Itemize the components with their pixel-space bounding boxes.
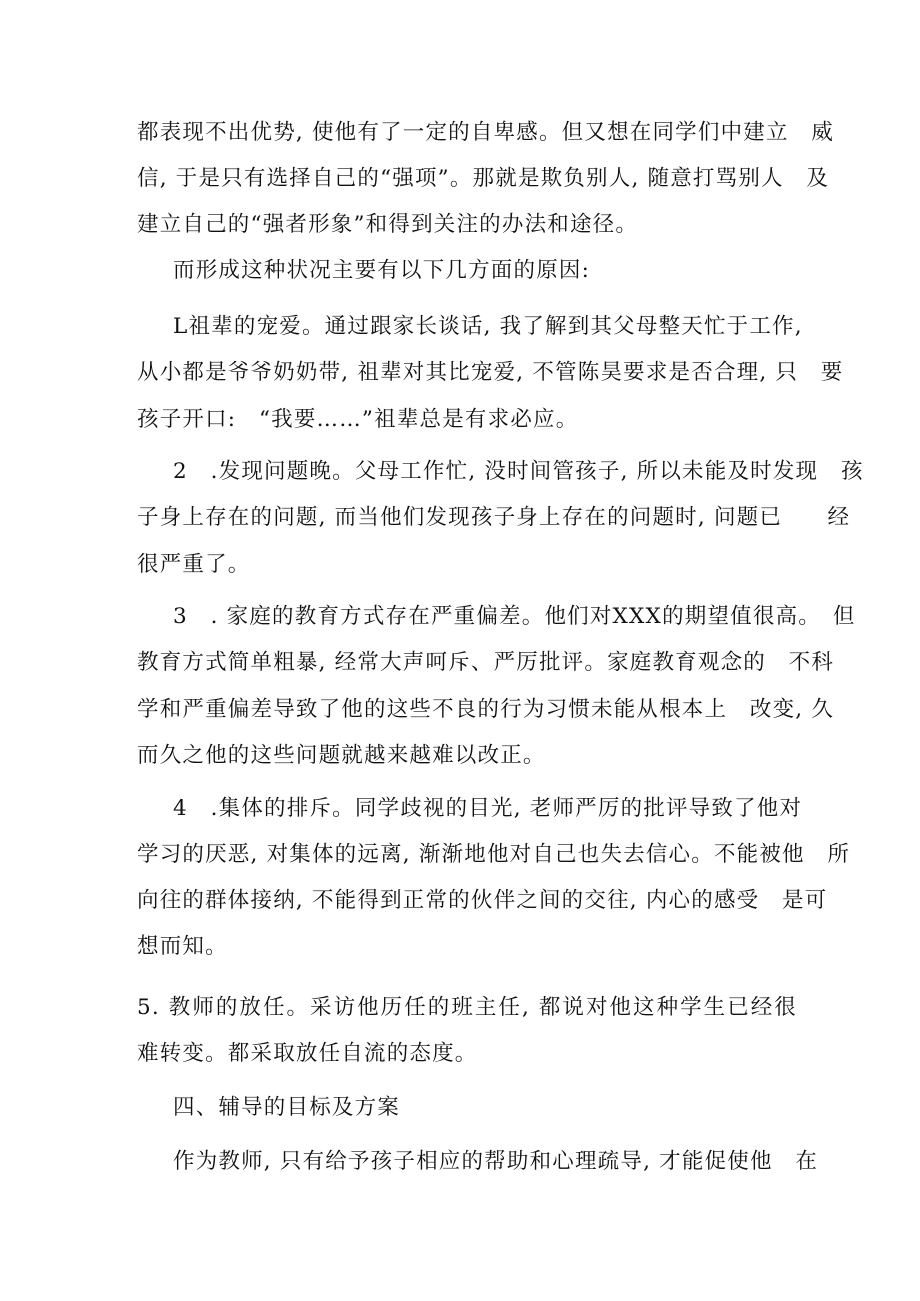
text-line: 3 . 家庭的教育方式存在严重偏差。他们对XXX的期望值很高。 但 xyxy=(173,604,856,629)
text-line: 子身上存在的问题, 而当他们发现孩子身上存在的问题时, 问题已 经 xyxy=(137,505,851,530)
text-line: 向往的群体接纳, 不能得到正常的伙伴之间的交往, 内心的感受 是可 xyxy=(137,888,828,913)
text-line: 学和严重偏差导致了他的这些不良的行为习惯未能从根本上 改变, 久 xyxy=(137,697,835,722)
text-line: 5. 教师的放任。采访他历任的班主任, 都说对他这种学生已经很 xyxy=(137,995,797,1020)
text-line: 信, 于是只有选择自己的“强项”。那就是欺负别人, 随意打骂别人 及 xyxy=(137,166,830,191)
text-line: 2 .发现问题晚。父母工作忙, 没时间管孩子, 所以未能及时发现 孩 xyxy=(173,459,864,484)
text-line: 而形成这种状况主要有以下几方面的原因: xyxy=(173,258,591,283)
text-line: 孩子开口: “我要……”祖辈总是有求必应。 xyxy=(137,407,579,432)
text-line: L祖辈的宠爱。通过跟家长谈话, 我了解到其父母整天忙于工作, xyxy=(173,314,803,339)
heading-text: 四、辅导的目标及方案 xyxy=(173,1095,401,1120)
text-line: 而久之他的这些问题就越来越难以改正。 xyxy=(137,743,546,768)
text-line: 很严重了。 xyxy=(137,552,251,577)
text-line: 从小都是爷爷奶奶带, 祖辈对其比宠爱, 不管陈昊要求是否合理, 只 要 xyxy=(137,360,844,385)
text-line: 难转变。都采取放任自流的态度。 xyxy=(137,1041,478,1066)
text-line: 教育方式简单粗暴, 经常大声呵斥、严厉批评。家庭教育观念的 不科 xyxy=(137,650,835,675)
text-line: 想而知。 xyxy=(137,934,228,959)
text-line: 4 .集体的排斥。同学歧视的目光, 老师严厉的批评导致了他对 xyxy=(173,796,803,821)
text-line: 学习的厌恶, 对集体的远离, 渐渐地他对自己也失去信心。不能被他 所 xyxy=(137,842,851,867)
text-line: 都表现不出优势, 使他有了一定的自卑感。但又想在同学们中建立 威 xyxy=(137,120,835,145)
text-line: 作为教师, 只有给予孩子相应的帮助和心理疏导, 才能促使他 在 xyxy=(173,1149,819,1174)
text-line: 建立自己的“强者形象”和得到关注的办法和途径。 xyxy=(137,212,639,237)
